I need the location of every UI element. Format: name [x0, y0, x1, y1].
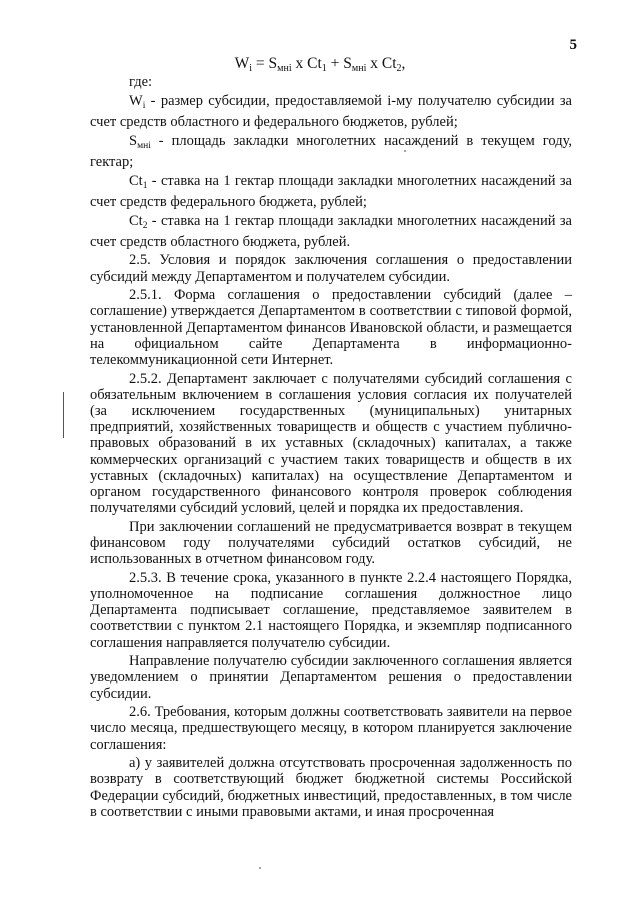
document-body [90, 74, 572, 822]
subsidy-formula [0, 55, 640, 74]
page-number: 5 [569, 37, 577, 53]
formula-plus: + [326, 55, 344, 72]
definition-text: - размер субсидии, предоставляемой i-му получателю субсидии за счет средств областного и федерального бюджетов, рублей; [90, 93, 572, 131]
formula-tail: , [401, 55, 406, 72]
formula-s2: S [343, 55, 352, 72]
formula-x1: x [291, 55, 308, 72]
paragraph-notification: Направление получателю субсидии заключенного соглашения является уведомлением о принятии Департаментом решения о предоставлении субсидии. [90, 653, 572, 702]
definition-s [90, 133, 572, 170]
definition-text: - ставка на 1 гектар площади закладки многолетних насаждений за счет средств областного бюджета, рублей. [90, 212, 572, 250]
definition-ct1 [90, 173, 572, 210]
requirement-a: а) у заявителей должна отсутствовать просроченная задолженность по возврату в соответствующий бюджет бюджетной системы Российской Федерации субсидий, бюджетных инвестиций, предоставленных, в том числе в соответствии с иными правовыми актами, и иная просроченная [90, 755, 572, 820]
section-2-5: 2.5. Условия и порядок заключения соглашения о предоставлении субсидий между Департаментом и получателем субсидии. [90, 252, 572, 285]
where-label: где: [129, 74, 153, 90]
formula-w: W [234, 55, 250, 72]
definition-symbol: $W_i$ [129, 93, 146, 112]
definition-w [90, 93, 572, 130]
scan-speck [404, 150, 406, 152]
definition-symbol: $Ct_1$ [129, 172, 148, 191]
scan-speck [259, 867, 261, 869]
definition-symbol: $Ct_2$ [129, 212, 148, 231]
paragraph-no-refund: При заключении соглашений не предусматривается возврат в текущем финансовом году получателями субсидий остатков субсидий, не использованных в отчетном финансовом году. [90, 518, 572, 568]
margin-line-mark [63, 392, 64, 438]
section-2-5-2: 2.5.2. Департамент заключает с получателями субсидий соглашения с обязательным включением в соглашения условия согласия их получателей (за исключением государственных (муниципальных) унитарных предприятий, хозяйственных товариществ и обществ с участием публично-правовых образований в их уставных (складочных) капиталах, а также коммерческих организаций с участием таких товариществ и обществ в их уставных (складочных) капиталах) на осуществление Департаментом и органом государственного финансового контроля проверок соблюдения получателями субсидий условий, целей и порядка их предоставления. [90, 370, 572, 517]
section-2-6: 2.6. Требования, которым должны соответствовать заявители на первое число месяца, предшествующего месяцу, в котором планируется заключение соглашения: [90, 704, 572, 753]
definition-symbol: $S_{мнi}$ [129, 133, 151, 151]
definition-ct2 [90, 213, 572, 250]
formula-eq: = [252, 55, 269, 72]
formula-s1-sub: мнi [277, 63, 292, 74]
section-2-5-1: 2.5.1. Форма соглашения о предоставлении субсидий (далее – соглашение) утверждается Департаментом в соответствии с типовой формой, установленной Департаментом финансов Ивановской области, и размещается на официальном сайте Департамента в информационно-телекоммуникационной сети Интернет. [90, 287, 572, 368]
formula-s1: S [268, 55, 278, 72]
section-2-5-3: 2.5.3. В течение срока, указанного в пункте 2.2.4 настоящего Порядка, уполномоченное на подписание соглашения должностное лицо Департамента подписывает соглашение, представляемое заявителем в соответствии с пунктом 2.1 настоящего Порядка, и экземпляр подписанного соглашения направляется получателю субсидии. [90, 569, 572, 651]
formula-ct1: Ct [307, 55, 322, 72]
formula-x2: x [366, 55, 382, 72]
formula-ct2-sub: 2 [396, 63, 402, 74]
formula-w-sub: i [249, 63, 253, 74]
formula-ct1-sub: 1 [321, 63, 327, 74]
formula-ct2: Ct [381, 55, 397, 72]
definition-text: - ставка на 1 гектар площади закладки многолетних насаждений за счет средств федерального бюджета, рублей; [90, 172, 572, 210]
definition-text: - площадь закладки многолетних насаждений в текущем году, гектар; [90, 133, 572, 171]
formula-s2-sub: мнi [351, 63, 367, 74]
